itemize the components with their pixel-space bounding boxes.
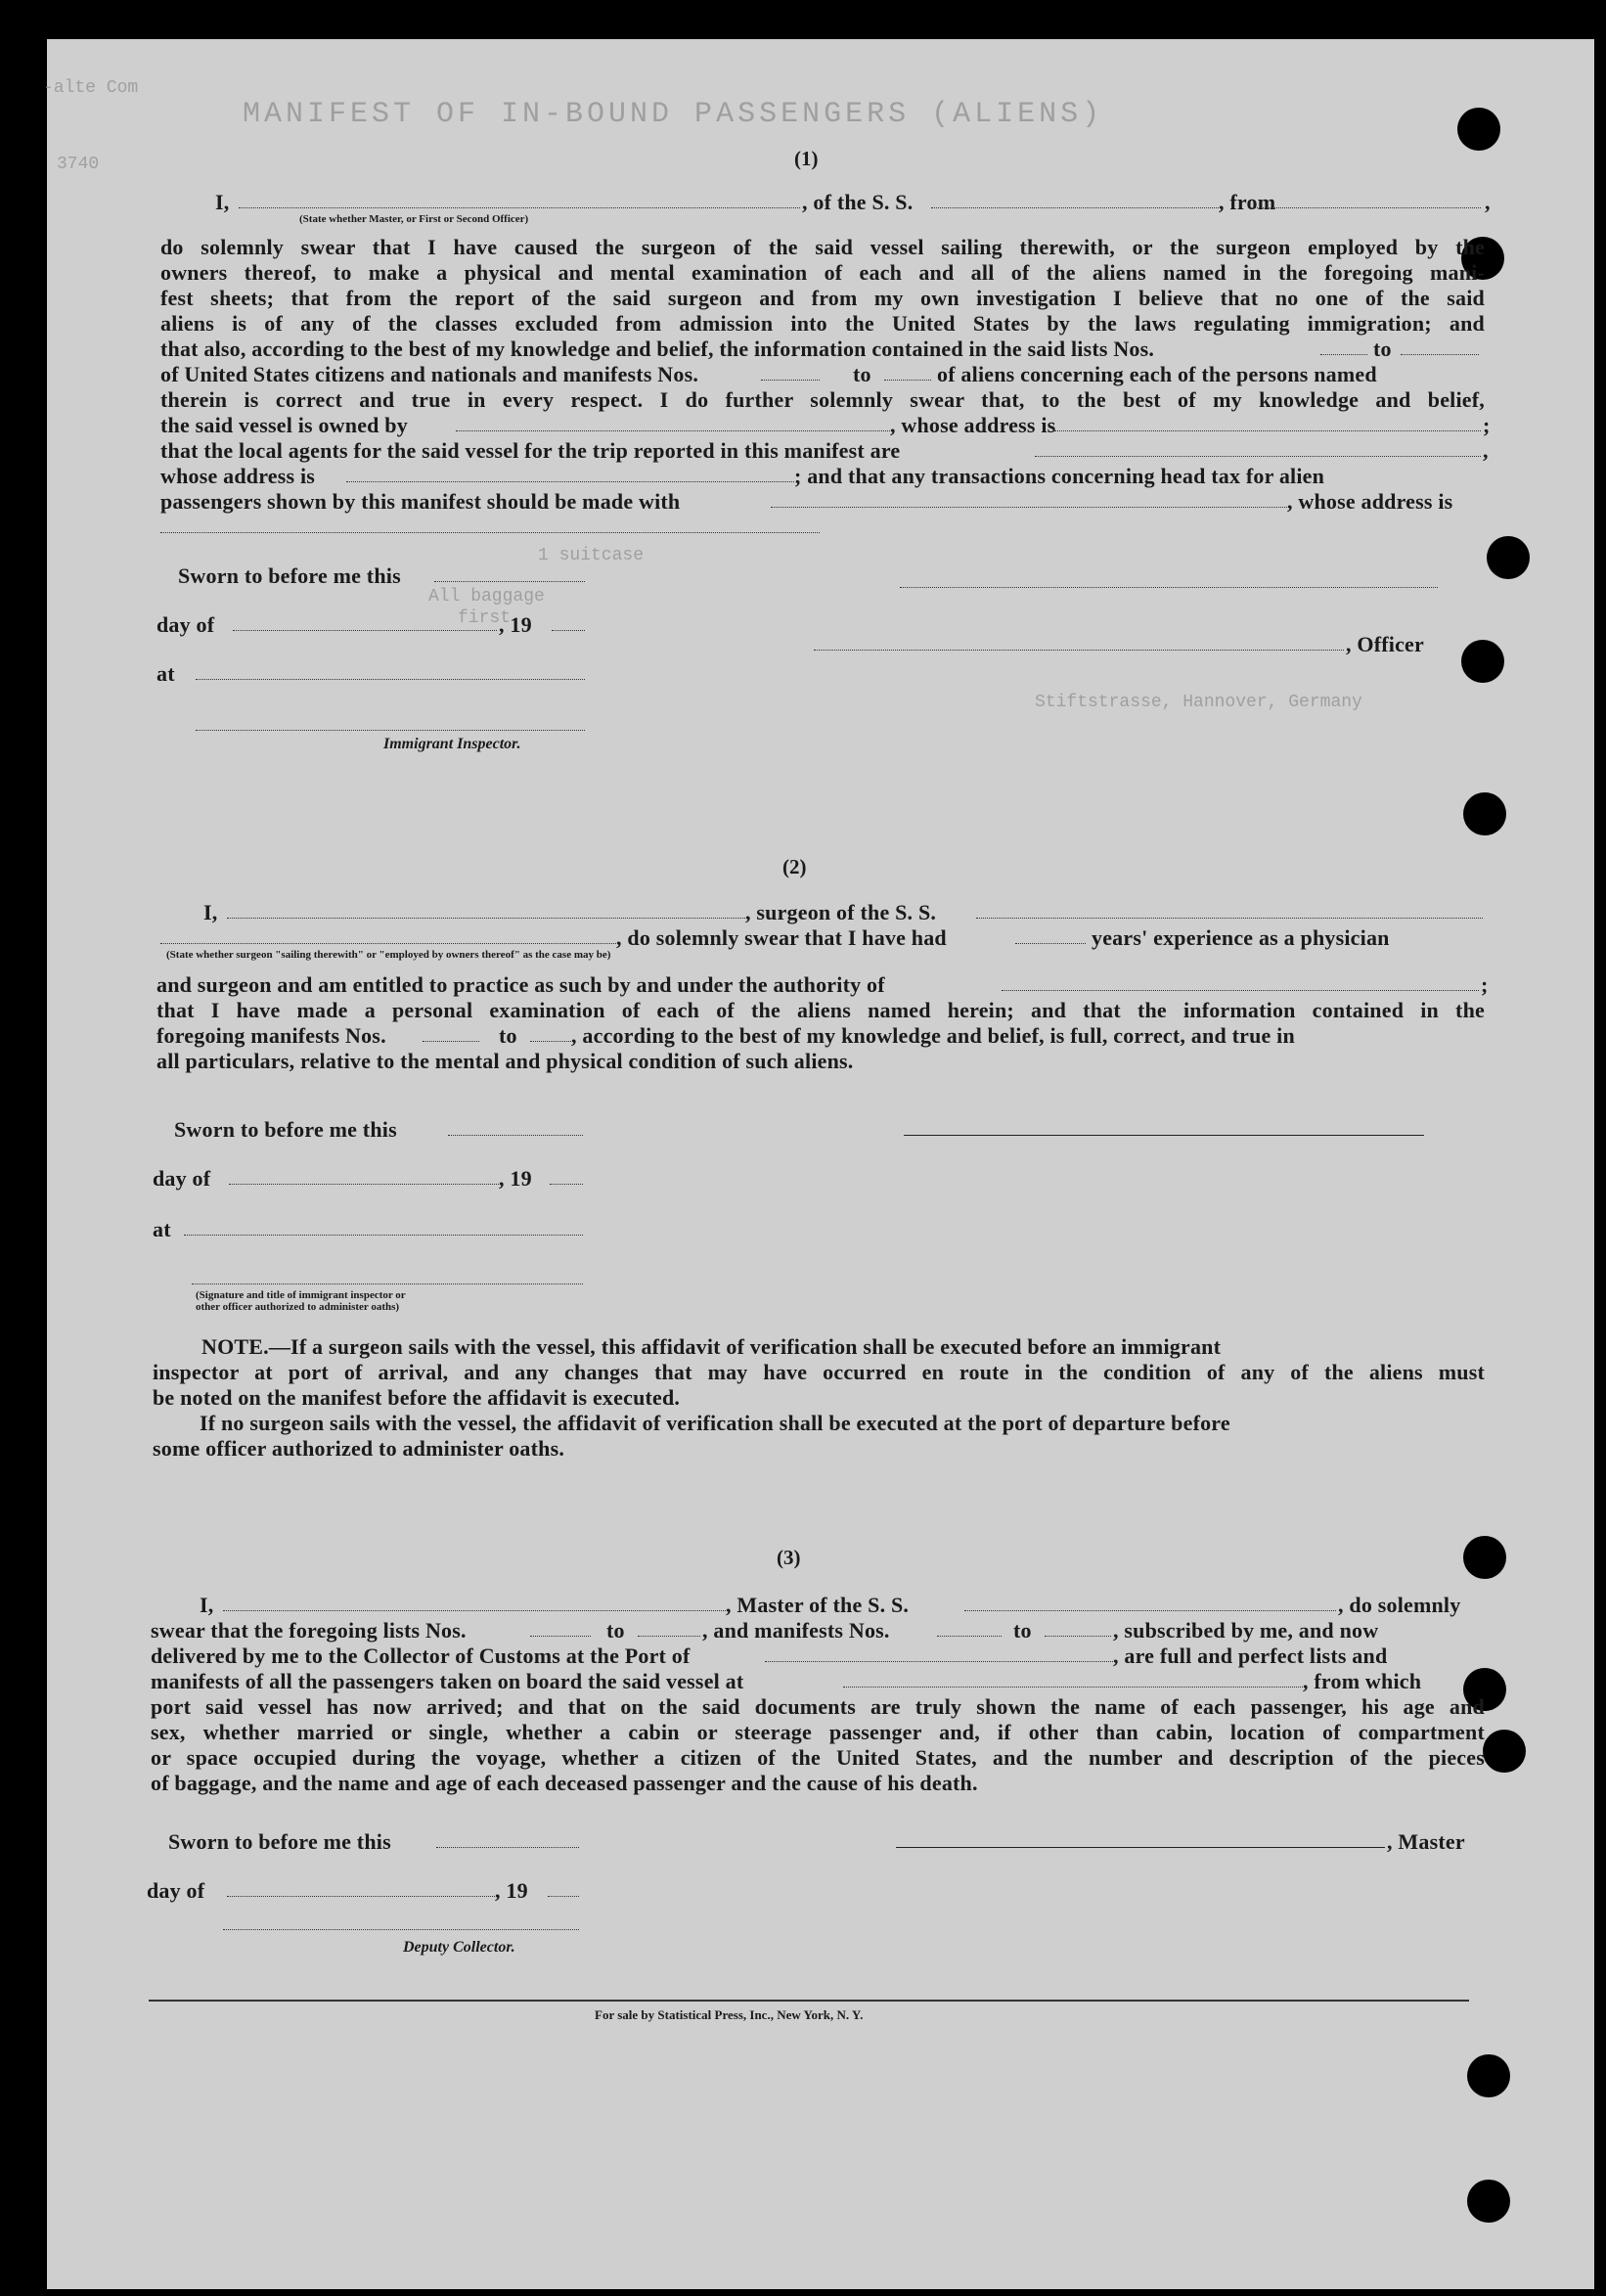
from-which-text: , from which bbox=[1303, 1669, 1422, 1693]
oath-text-line: the said vessel is owned by bbox=[160, 413, 408, 437]
sworn-label: Sworn to before me this bbox=[174, 1117, 397, 1142]
note-line: inspector at port of arrival, and any changes that may have occurred en route in the condition of any of the aliens must bbox=[153, 1360, 1485, 1384]
day-of-label: day of bbox=[147, 1878, 205, 1903]
note-line: some officer authorized to administer oaths. bbox=[153, 1436, 565, 1461]
surgeon-name-field[interactable] bbox=[227, 918, 745, 919]
year-field[interactable] bbox=[548, 1896, 579, 1897]
lists-from-field[interactable] bbox=[1320, 354, 1367, 355]
bleed-through-mid-1: 1 suitcase bbox=[538, 546, 645, 565]
master-lists-to-field[interactable] bbox=[638, 1636, 700, 1637]
year-label: , 19 bbox=[499, 612, 532, 637]
punch-hole bbox=[1463, 792, 1506, 835]
section-2-number: (2) bbox=[782, 855, 807, 878]
sworn-label: Sworn to before me this bbox=[168, 1829, 391, 1854]
sworn-label: Sworn to before me this bbox=[178, 563, 401, 588]
section-2-i: I, bbox=[203, 900, 218, 924]
deputy-signature-field[interactable] bbox=[223, 1929, 579, 1930]
note-label: NOTE. bbox=[201, 1334, 269, 1359]
whose-address-label: , whose address is bbox=[890, 413, 1056, 437]
according-text: , according to the best of my knowledge and belief, is full, correct, and true in bbox=[571, 1023, 1295, 1048]
to-label: to bbox=[606, 1618, 625, 1643]
master-manifests-to-field[interactable] bbox=[1045, 1636, 1111, 1637]
sworn-date-field[interactable] bbox=[436, 1847, 579, 1848]
year-label: , 19 bbox=[499, 1166, 532, 1191]
oath-text-line: therein is correct and true in every respect. I do further solemnly swear that, to the best of my knowledge and belief, bbox=[160, 387, 1485, 412]
oath-text-line: fest sheets; that from the report of the said surgeon and from my own investigation I believe that no one of the said bbox=[160, 286, 1485, 310]
years-field[interactable] bbox=[1015, 943, 1086, 944]
deputy-collector-label: Deputy Collector. bbox=[403, 1939, 515, 1956]
master-lists-from-field[interactable] bbox=[530, 1636, 591, 1637]
lists-to-field[interactable] bbox=[1401, 354, 1479, 355]
inspector-signature-field[interactable] bbox=[192, 1283, 583, 1284]
punch-hole bbox=[1463, 1536, 1506, 1579]
to-label: to bbox=[499, 1023, 517, 1048]
bleed-through-right: Stiftstrasse, Hannover, Germany bbox=[1035, 693, 1362, 712]
master-vessel-field[interactable] bbox=[964, 1610, 1336, 1611]
oath-text-line: whose address is bbox=[160, 464, 316, 488]
oath-text-line: owners thereof, to make a physical and mental examination of each and all of the aliens named in the foregoing mani- bbox=[160, 260, 1485, 285]
punch-hole bbox=[1457, 108, 1500, 151]
at-label: at bbox=[153, 1217, 171, 1241]
surgeon-text-line: that I have made a personal examination of each of the aliens named herein; and that the information contained in the bbox=[156, 998, 1485, 1022]
years-text: years' experience as a physician bbox=[1092, 925, 1390, 950]
head-tax-party-field[interactable] bbox=[771, 507, 1287, 508]
punch-hole bbox=[1467, 2054, 1510, 2097]
bleed-through-header: MANIFEST OF IN-BOUND PASSENGERS (ALIENS) bbox=[243, 98, 1104, 131]
bleed-through-mid-2: All baggage bbox=[428, 587, 545, 607]
surgeon-vessel-field[interactable] bbox=[976, 918, 1483, 919]
concerning-text: of aliens concerning each of the persons named bbox=[937, 362, 1377, 386]
to-label: to bbox=[853, 362, 871, 386]
surgeon-status-field[interactable] bbox=[160, 943, 616, 944]
oath-text-line: aliens is of any of the classes excluded from admission into the United States by the laws regulating immigration; and bbox=[160, 311, 1485, 336]
footer-publisher: For sale by Statistical Press, Inc., New York, N. Y. bbox=[595, 2007, 864, 2022]
oath-text-line: of United States citizens and nationals and manifests Nos. bbox=[160, 362, 699, 386]
punch-hole bbox=[1483, 1730, 1526, 1773]
signature-note: other officer authorized to administer oaths) bbox=[196, 1301, 400, 1313]
whose-address-label: , whose address is bbox=[1287, 489, 1453, 514]
manifests-from-field[interactable] bbox=[761, 380, 820, 381]
at-place-field[interactable] bbox=[196, 679, 585, 680]
section-1-i: I, bbox=[215, 190, 230, 214]
surgeon-text-line: all particulars, relative to the mental and physical condition of such aliens. bbox=[156, 1049, 854, 1073]
immigrant-inspector-label: Immigrant Inspector. bbox=[383, 736, 521, 752]
semicolon: ; bbox=[1481, 972, 1489, 997]
section-1-number: (1) bbox=[794, 147, 819, 170]
bleed-through-mid-3: first bbox=[458, 608, 512, 628]
note-line: If no surgeon sails with the vessel, the affidavit of verification shall be executed at the port of departure before bbox=[200, 1411, 1230, 1435]
document-page bbox=[43, 39, 1594, 2289]
day-of-field[interactable] bbox=[229, 1184, 499, 1185]
state-officer-note: (State whether Master, or First or Second Officer) bbox=[299, 213, 529, 225]
do-solemnly-text: , do solemnly bbox=[1338, 1593, 1461, 1617]
master-label: , Master bbox=[1387, 1829, 1465, 1854]
note-line bbox=[201, 1334, 1221, 1360]
signature-note: (Signature and title of immigrant inspector or bbox=[196, 1289, 406, 1301]
agents-address-field[interactable] bbox=[346, 481, 794, 482]
officer-name-field[interactable] bbox=[239, 207, 800, 208]
surgeon-status-note: (State whether surgeon "sailing therewith" or "employed by owners thereof" as the case may be) bbox=[166, 949, 611, 961]
manifests-all-text: manifests of all the passengers taken on board the said vessel at bbox=[151, 1669, 744, 1693]
note-line: be noted on the manifest before the affidavit is executed. bbox=[153, 1385, 681, 1410]
semicolon: ; bbox=[1483, 413, 1491, 437]
head-tax-text: ; and that any transactions concerning head tax for alien bbox=[794, 464, 1325, 488]
officer-signature-field[interactable] bbox=[900, 587, 1438, 588]
year-field[interactable] bbox=[552, 630, 585, 631]
delivered-text: delivered by me to the Collector of Customs at the Port of bbox=[151, 1643, 691, 1668]
surgeon-manifests-from-field[interactable] bbox=[423, 1041, 479, 1042]
head-tax-address-field[interactable] bbox=[160, 532, 820, 533]
year-label: , 19 bbox=[495, 1878, 528, 1903]
bleed-through-margin-2: 3740 bbox=[57, 155, 100, 174]
day-of-field[interactable] bbox=[227, 1896, 495, 1897]
day-of-label: day of bbox=[153, 1166, 211, 1191]
surgeon-signature-field[interactable] bbox=[904, 1135, 1424, 1136]
owner-address-field[interactable] bbox=[1054, 430, 1481, 431]
oath-text-line: passengers shown by this manifest should be made with bbox=[160, 489, 681, 514]
comma: , bbox=[1483, 438, 1489, 463]
master-text-line: of baggage, and the name and age of each deceased passenger and the cause of his death. bbox=[151, 1771, 978, 1795]
punch-hole bbox=[1487, 536, 1530, 579]
of-ss-label: , of the S. S. bbox=[802, 190, 914, 214]
full-perfect-text: , are full and perfect lists and bbox=[1113, 1643, 1388, 1668]
master-manifests-from-field[interactable] bbox=[937, 1636, 1002, 1637]
oath-text-line: do solemnly swear that I have caused the surgeon of the said vessel sailing therewith, or the surgeon employed by the bbox=[160, 235, 1485, 259]
surgeon-text-line: and surgeon and am entitled to practice as such by and under the authority of bbox=[156, 972, 885, 997]
port-of-customs-field[interactable] bbox=[765, 1661, 1113, 1662]
surgeon-text-line: foregoing manifests Nos. bbox=[156, 1023, 386, 1048]
from-port-field[interactable] bbox=[1250, 207, 1481, 208]
to-label: to bbox=[1013, 1618, 1032, 1643]
day-of-label: day of bbox=[156, 612, 215, 637]
master-text-line: port said vessel has now arrived; and that on the said documents are truly shown the name of each passenger, his age and bbox=[151, 1694, 1485, 1719]
owner-field[interactable] bbox=[456, 430, 890, 431]
section-3-i: I, bbox=[200, 1593, 214, 1617]
inspector-signature-field[interactable] bbox=[196, 730, 585, 731]
master-text-line: sex, whether married or single, whether a cabin or steerage passenger and, if other than cabin, location of compartment bbox=[151, 1720, 1485, 1744]
bleed-through-margin-1: -alte Com bbox=[43, 78, 139, 98]
at-place-field[interactable] bbox=[184, 1235, 583, 1236]
section-3-number: (3) bbox=[777, 1546, 801, 1569]
oath-text-line: that also, according to the best of my knowledge and belief, the information contained in the said lists Nos. bbox=[160, 337, 1155, 361]
day-of-field[interactable] bbox=[233, 630, 497, 631]
swear-text: , do solemnly swear that I have had bbox=[616, 925, 947, 950]
master-text-line: or space occupied during the voyage, whether a citizen of the United States, and the number and description of the pieces bbox=[151, 1745, 1485, 1770]
local-agents-field[interactable] bbox=[1035, 456, 1481, 457]
sworn-date-field[interactable] bbox=[448, 1135, 583, 1136]
punch-hole bbox=[1467, 2180, 1510, 2223]
swear-lists-text: swear that the foregoing lists Nos. bbox=[151, 1618, 467, 1643]
note-text: —If a surgeon sails with the vessel, this affidavit of verification shall be executed before an immigrant bbox=[268, 1334, 1222, 1359]
punch-hole bbox=[1461, 640, 1504, 683]
year-field[interactable] bbox=[550, 1184, 583, 1185]
and-manifests-text: , and manifests Nos. bbox=[702, 1618, 890, 1643]
subscribed-text: , subscribed by me, and now bbox=[1113, 1618, 1379, 1643]
surgeon-manifests-to-field[interactable] bbox=[530, 1041, 571, 1042]
sworn-date-field[interactable] bbox=[434, 581, 585, 582]
from-label: , from bbox=[1219, 190, 1276, 214]
master-signature-field[interactable] bbox=[896, 1847, 1385, 1848]
footer-rule bbox=[149, 2000, 1469, 2002]
surgeon-of-label: , surgeon of the S. S. bbox=[745, 900, 937, 924]
at-label: at bbox=[156, 661, 175, 686]
authority-field[interactable] bbox=[1002, 990, 1479, 991]
master-of-label: , Master of the S. S. bbox=[726, 1593, 910, 1617]
comma: , bbox=[1485, 190, 1491, 214]
master-name-field[interactable] bbox=[223, 1610, 726, 1611]
vessel-name-field[interactable] bbox=[931, 207, 1219, 208]
officer-title-field[interactable] bbox=[814, 650, 1344, 651]
to-label: to bbox=[1373, 337, 1392, 361]
oath-text-line: that the local agents for the said vessel for the trip reported in this manifest are bbox=[160, 438, 901, 463]
officer-label: , Officer bbox=[1346, 632, 1424, 656]
manifests-to-field[interactable] bbox=[884, 380, 931, 381]
boarding-port-field[interactable] bbox=[843, 1687, 1303, 1688]
